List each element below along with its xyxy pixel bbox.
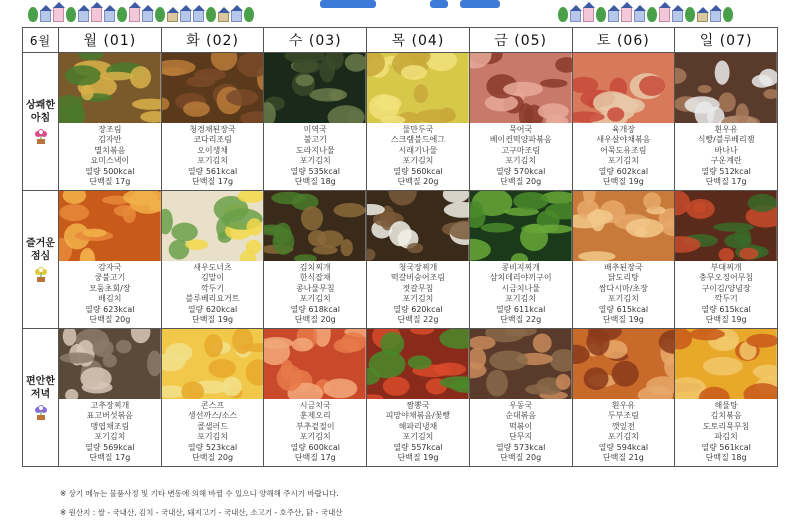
footer-notes [60, 488, 760, 526]
dish-item: 어묵도유조림 [600, 145, 647, 155]
dish-item: 쌈다시마/초장 [598, 283, 648, 293]
menu-cell [572, 53, 675, 191]
calorie-value: 열량 535kcal [290, 166, 340, 176]
dish-item: 떡갈비숭어조림 [390, 273, 446, 283]
dish-item: 포기김치 [299, 294, 331, 304]
protein-value: 단백질 19g [192, 315, 234, 325]
menu-cell [161, 191, 264, 329]
meal-label [23, 53, 59, 191]
calorie-value: 열량 523kcal [187, 442, 238, 452]
food-photo [470, 53, 572, 123]
protein-value: 단백질 18g [705, 453, 747, 463]
protein-value: 단백질 20g [89, 315, 131, 325]
calorie-value: 열량 561kcal [701, 442, 751, 452]
header-banner [0, 0, 800, 24]
dish-item: 피망야채볶음/꽃빵 [385, 411, 451, 421]
meal-menu-table [22, 27, 778, 467]
food-photo [162, 53, 264, 123]
food-photo [675, 191, 777, 261]
dish-item: 흰우유 [714, 125, 738, 134]
dish-item: 포기김치 [505, 294, 537, 304]
dish-item: 오이생채 [197, 145, 229, 155]
dish-item: 배김치 [98, 294, 122, 304]
dish-list [162, 399, 264, 463]
dish-item: 불고기 [303, 135, 327, 145]
food-photo [264, 53, 366, 123]
flower-pot-icon [33, 129, 49, 145]
flower-pot-icon [33, 267, 49, 283]
dish-item: 고구마조림 [501, 145, 540, 155]
food-photo [264, 329, 366, 399]
meal-label [23, 329, 59, 467]
calorie-value: 열량 573kcal [495, 442, 546, 452]
protein-value: 단백질 17g [192, 177, 234, 187]
calorie-value: 열량 594kcal [598, 442, 649, 452]
dish-item: 깍두기 [200, 283, 225, 293]
dish-item: 부대찌개 [710, 263, 742, 272]
food-photo [470, 329, 572, 399]
dish-item: 포기김치 [607, 432, 639, 442]
meal-label-line: 점심 [30, 250, 51, 262]
dish-list [264, 261, 366, 325]
dish-item: 충무오징어무침 [699, 273, 754, 283]
meal-row [23, 191, 778, 329]
menu-cell [367, 191, 470, 329]
dish-item: 시래기나물 [398, 145, 438, 155]
dish-item: 감자국 [98, 263, 122, 272]
dish-item: 시금치나물 [501, 283, 540, 293]
dish-list [264, 399, 366, 463]
dish-item: 미역국 [303, 125, 327, 134]
dish-list [573, 123, 675, 187]
dish-item: 물만두국 [402, 125, 434, 134]
title-fragment [430, 0, 448, 8]
dish-item: 코다리조림 [193, 135, 232, 145]
menu-cell [367, 53, 470, 191]
protein-value: 단백질 20g [397, 177, 439, 187]
food-photo [59, 329, 161, 399]
dish-item: 쿵불고기 [94, 273, 126, 283]
dish-list [59, 123, 161, 187]
meal-label [23, 191, 59, 329]
dish-item: 콩비지찌개 [501, 263, 540, 272]
protein-value: 단백질 20g [500, 177, 542, 187]
menu-cell [59, 191, 162, 329]
dish-item: 생선까스/소스 [188, 411, 238, 421]
dish-item: 깍두기 [714, 294, 738, 304]
dish-item: 닭도리탕 [607, 273, 639, 283]
calorie-value: 열량 615kcal [701, 304, 751, 314]
dish-list [264, 123, 366, 187]
day-header: 화 (02) [161, 28, 264, 53]
calorie-value: 열량 500kcal [85, 166, 135, 176]
dish-item: 고추장찌개 [90, 401, 130, 410]
dish-item: 김자반 [98, 135, 122, 145]
title-fragment [320, 0, 376, 8]
dish-item: 청국장찌개 [398, 263, 438, 272]
dish-item: 포기김치 [505, 156, 537, 166]
calorie-value: 열량 512kcal [701, 166, 751, 176]
dish-item: 한식잡채 [299, 273, 331, 283]
menu-cell [469, 329, 572, 467]
menu-cell [161, 329, 264, 467]
day-header: 목 (04) [367, 28, 470, 53]
day-header: 수 (03) [264, 28, 367, 53]
dish-list [573, 261, 675, 325]
food-photo [573, 53, 675, 123]
dish-item: 해파리냉채 [398, 421, 438, 431]
meal-label-line: 편안한 [26, 375, 55, 387]
calorie-value: 열량 570kcal [495, 166, 546, 176]
village-illustration-left [28, 2, 290, 22]
dish-item: 맹엽채조림 [90, 421, 130, 431]
protein-value: 단백질 17g [705, 177, 747, 187]
food-photo [675, 53, 777, 123]
dish-list [162, 261, 264, 325]
food-photo [470, 191, 572, 261]
dish-item: 훈제오리 [299, 411, 331, 421]
dish-item: 깻잎전 [611, 421, 635, 431]
calorie-value: 열량 602kcal [598, 166, 649, 176]
dish-item: 부추겉절이 [295, 421, 335, 431]
dish-item: 멸치볶음 [94, 145, 126, 155]
dish-item: 식빵/블루베리잼 [697, 135, 755, 145]
menu-cell [59, 329, 162, 467]
note-menu-change: ※ 상기 메뉴는 물품사정 및 기타 변동에 의해 바뀔 수 있으니 양해해 주시기 바랍니다. [60, 489, 339, 498]
dish-item: 새우도너츠 [193, 263, 232, 272]
dish-item: 단무지 [509, 432, 533, 442]
dish-item: 콘스프 [200, 401, 225, 410]
note-origin: ※ 원산지 : 쌀 - 국내산, 김치 - 국내산, 돼지고기 - 국내산, 소고기 - 호주산, 닭 - 국내산 [60, 508, 343, 517]
calorie-value: 열량 569kcal [85, 442, 135, 452]
dish-list [573, 399, 675, 463]
dish-item: 모둠초회/장 [89, 283, 131, 293]
month-label: 6월 [23, 28, 59, 53]
day-header: 월 (01) [59, 28, 162, 53]
day-header: 일 (07) [675, 28, 778, 53]
dish-list [59, 399, 161, 463]
protein-value: 단백질 20g [192, 453, 234, 463]
dish-item: 블루베리요거트 [185, 294, 240, 304]
dish-item: 포기김치 [299, 156, 331, 166]
dish-list [367, 399, 469, 463]
meal-row [23, 329, 778, 467]
dish-item: 흰우유 [611, 401, 635, 410]
calorie-value: 열량 618kcal [290, 304, 340, 314]
protein-value: 단백질 20g [500, 453, 542, 463]
calorie-value: 열량 600kcal [290, 442, 340, 452]
menu-cell [469, 191, 572, 329]
dish-item: 포기김치 [607, 294, 639, 304]
dish-item: 김치볶음 [710, 411, 742, 421]
dish-item: 김말이 [200, 273, 225, 283]
calorie-value: 열량 615kcal [598, 304, 649, 314]
menu-cell [161, 53, 264, 191]
dish-item: 두부조림 [607, 411, 639, 421]
dish-item: 도토리묵무침 [702, 421, 750, 431]
dish-list [675, 123, 777, 187]
dish-item: 김치찌개 [299, 263, 331, 272]
dish-list [59, 261, 161, 325]
dish-item: 도라지나물 [295, 145, 335, 155]
protein-value: 단백질 19g [705, 315, 747, 325]
protein-value: 단백질 19g [602, 177, 644, 187]
menu-cell [675, 329, 778, 467]
meal-label-line: 아침 [30, 112, 51, 124]
menu-cell [675, 191, 778, 329]
protein-value: 단백질 17g [294, 453, 336, 463]
dish-item: 구이김/양념장 [701, 283, 751, 293]
food-photo [59, 191, 161, 261]
dish-item: 구운계란 [710, 156, 742, 166]
dish-item: 묵어국 [509, 125, 533, 134]
dish-item: 해물탕 [714, 401, 738, 410]
meal-label-line: 상쾌한 [26, 99, 55, 111]
protein-value: 단백질 22g [500, 315, 542, 325]
dish-item: 표고버섯볶음 [86, 411, 134, 421]
calorie-value: 열량 561kcal [187, 166, 238, 176]
protein-value: 단백질 17g [89, 453, 131, 463]
calorie-value: 열량 611kcal [495, 304, 546, 314]
header-row [23, 28, 778, 53]
dish-item: 파김치 [714, 432, 738, 442]
dish-item: 삼치데리야끼구이 [489, 273, 552, 283]
calorie-value: 열량 620kcal [187, 304, 238, 314]
protein-value: 단백질 20g [294, 315, 336, 325]
dish-item: 포기김치 [607, 156, 639, 166]
food-photo [59, 53, 161, 123]
food-photo [675, 329, 777, 399]
food-photo [573, 329, 675, 399]
meal-label-line: 저녁 [30, 388, 51, 400]
dish-list [470, 123, 572, 187]
menu-cell [675, 53, 778, 191]
calorie-value: 열량 620kcal [393, 304, 443, 314]
dish-item: 육개장 [611, 125, 635, 134]
dish-item: 포기김치 [402, 156, 434, 166]
dish-item: 새우살야채볶음 [596, 135, 651, 145]
title-fragment [460, 0, 500, 8]
day-header: 토 (06) [572, 28, 675, 53]
menu-cell [264, 329, 367, 467]
food-photo [264, 191, 366, 261]
menu-cell [264, 53, 367, 191]
protein-value: 단백질 19g [397, 453, 439, 463]
dish-item: 장조림 [98, 125, 122, 134]
dish-list [675, 261, 777, 325]
dish-item: 우동국 [509, 401, 533, 410]
menu-cell [264, 191, 367, 329]
dish-list [367, 261, 469, 325]
dish-list [162, 123, 264, 187]
protein-value: 단백질 17g [89, 177, 131, 187]
protein-value: 단백질 21g [602, 453, 644, 463]
dish-item: 포기김치 [197, 432, 229, 442]
calorie-value: 열량 623kcal [85, 304, 135, 314]
meal-row [23, 53, 778, 191]
dish-list [470, 261, 572, 325]
dish-item: 짬뽕국 [406, 401, 430, 410]
dish-item: 포기김치 [94, 432, 126, 442]
dish-item: 스크램블드에그 [390, 135, 446, 145]
protein-value: 단백질 18g [294, 177, 336, 187]
day-header: 금 (05) [469, 28, 572, 53]
food-photo [573, 191, 675, 261]
food-photo [162, 329, 264, 399]
dish-item: 떡볶이 [509, 421, 533, 431]
protein-value: 단백질 19g [602, 315, 644, 325]
menu-cell [367, 329, 470, 467]
dish-item: 청경채된장국 [189, 125, 236, 134]
calorie-value: 열량 557kcal [393, 442, 443, 452]
dish-item: 바나나 [714, 145, 738, 155]
food-photo [162, 191, 264, 261]
dish-item: 젓갈무침 [402, 283, 434, 293]
dish-list [675, 399, 777, 463]
dish-item: 포기김치 [402, 294, 434, 304]
dish-list [470, 399, 572, 463]
dish-item: 포기김치 [197, 156, 229, 166]
meal-label-line: 즐거운 [26, 237, 55, 249]
menu-cell [59, 53, 162, 191]
menu-cell [469, 53, 572, 191]
dish-item: 배추된장국 [604, 263, 643, 272]
dish-item: 시금치국 [299, 401, 331, 410]
dish-item: 포기김치 [299, 432, 331, 442]
dish-list [367, 123, 469, 187]
calorie-value: 열량 560kcal [393, 166, 443, 176]
dish-item: 베이컨떡양파볶음 [489, 135, 552, 145]
dish-item: 요미스낵이 [90, 156, 130, 166]
menu-cell [572, 191, 675, 329]
food-photo [367, 329, 469, 399]
dish-item: 포기김치 [402, 432, 434, 442]
dish-item: 순대볶음 [505, 411, 537, 421]
menu-cell [572, 329, 675, 467]
flower-pot-icon [33, 405, 49, 421]
food-photo [367, 191, 469, 261]
village-illustration-right [558, 2, 768, 22]
protein-value: 단백질 22g [397, 315, 439, 325]
dish-item: 콩나물무침 [295, 283, 335, 293]
food-photo [367, 53, 469, 123]
dish-item: 콜샐러드 [197, 421, 229, 431]
